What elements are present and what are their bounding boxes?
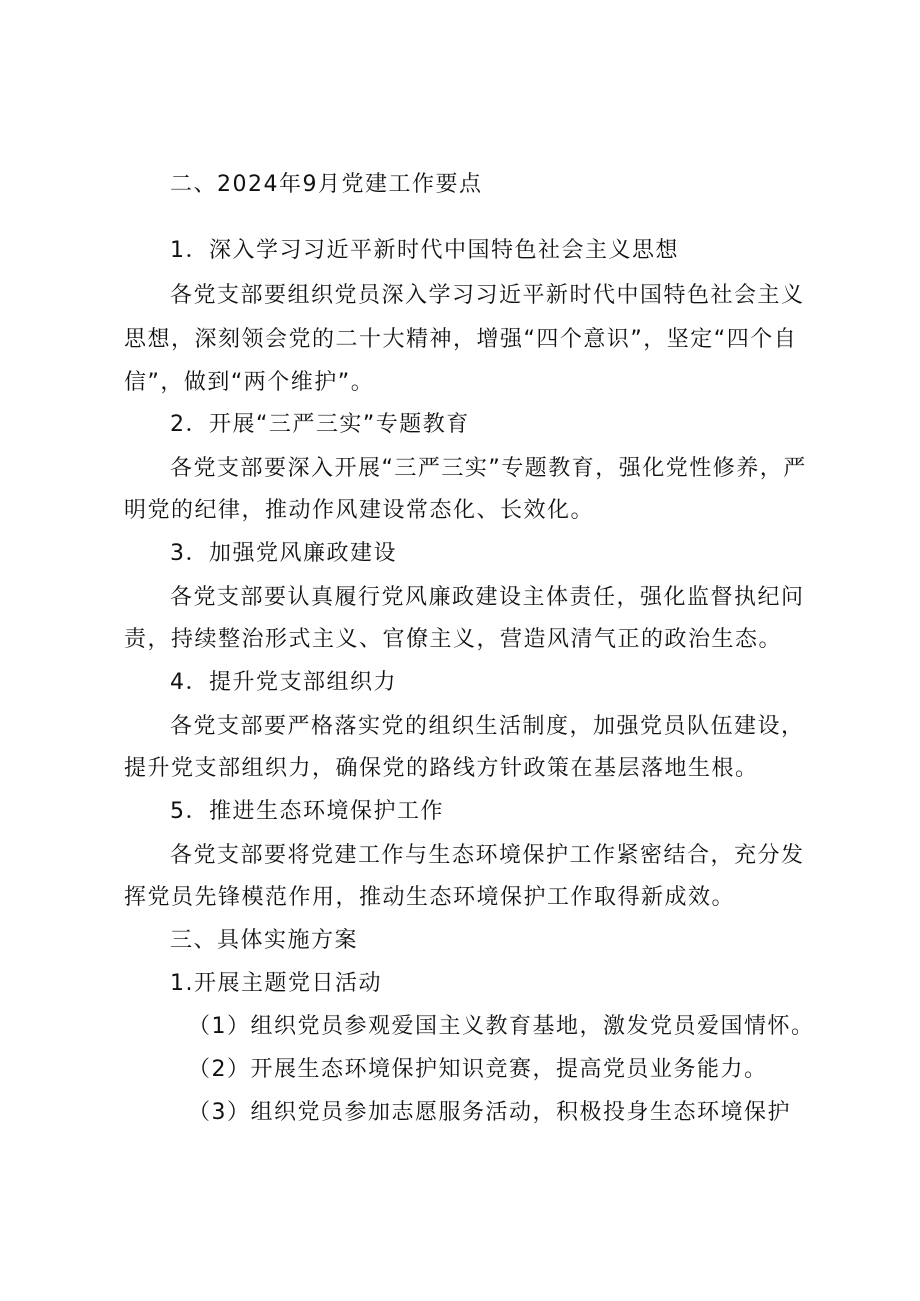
paragraph-line: 信”，做到“两个维护”。	[124, 370, 375, 395]
paragraph-line: 各党支部要严格落实党的组织生活制度，加强党员队伍建设，	[170, 714, 805, 739]
subsection-title: 1.开展主题党日活动	[170, 971, 382, 996]
item-title: 1．深入学习习近平新时代中国特色社会主义思想	[170, 238, 679, 263]
paragraph-line: 责，持续整治形式主义、官僚主义，营造风清气正的政治生态。	[124, 627, 783, 652]
list-item: （2）开展生态环境保护知识竞赛，提高党员业务能力。	[188, 1057, 768, 1082]
section-heading: 三、具体实施方案	[170, 928, 359, 953]
paragraph-line: 各党支部要组织党员深入学习习近平新时代中国特色社会主义	[170, 283, 805, 308]
paragraph-line: 各党支部要将党建工作与生态环境保护工作紧密结合，充分发	[170, 843, 805, 868]
paragraph-line: 明党的纪律，推动作风建设常态化、长效化。	[124, 498, 595, 523]
item-title: 2．开展“三严三实”专题教育	[170, 412, 470, 437]
list-item: （1）组织党员参观爱国主义教育基地，激发党员爱国情怀。	[188, 1014, 815, 1039]
paragraph-line: 挥党员先锋模范作用，推动生态环境保护工作取得新成效。	[124, 885, 736, 910]
item-title: 3．加强党风廉政建设	[170, 541, 397, 566]
section-heading: 二、2024年9月党建工作要点	[170, 172, 483, 197]
item-title: 5．推进生态环境保护工作	[170, 799, 444, 824]
paragraph-line: 提升党支部组织力，确保党的路线方针政策在基层落地生根。	[124, 756, 759, 781]
list-item: （3）组织党员参加志愿服务活动，积极投身生态环境保护	[188, 1100, 791, 1125]
paragraph-line: 各党支部要深入开展“三严三实”专题教育，强化党性修养，严	[170, 456, 807, 481]
paragraph-line: 各党支部要认真履行党风廉政建设主体责任，强化监督执纪问	[170, 585, 805, 610]
item-title: 4．提升党支部组织力	[170, 670, 397, 695]
paragraph-line: 思想，深刻领会党的二十大精神，增强“四个意识”，坚定“四个自	[124, 327, 798, 352]
